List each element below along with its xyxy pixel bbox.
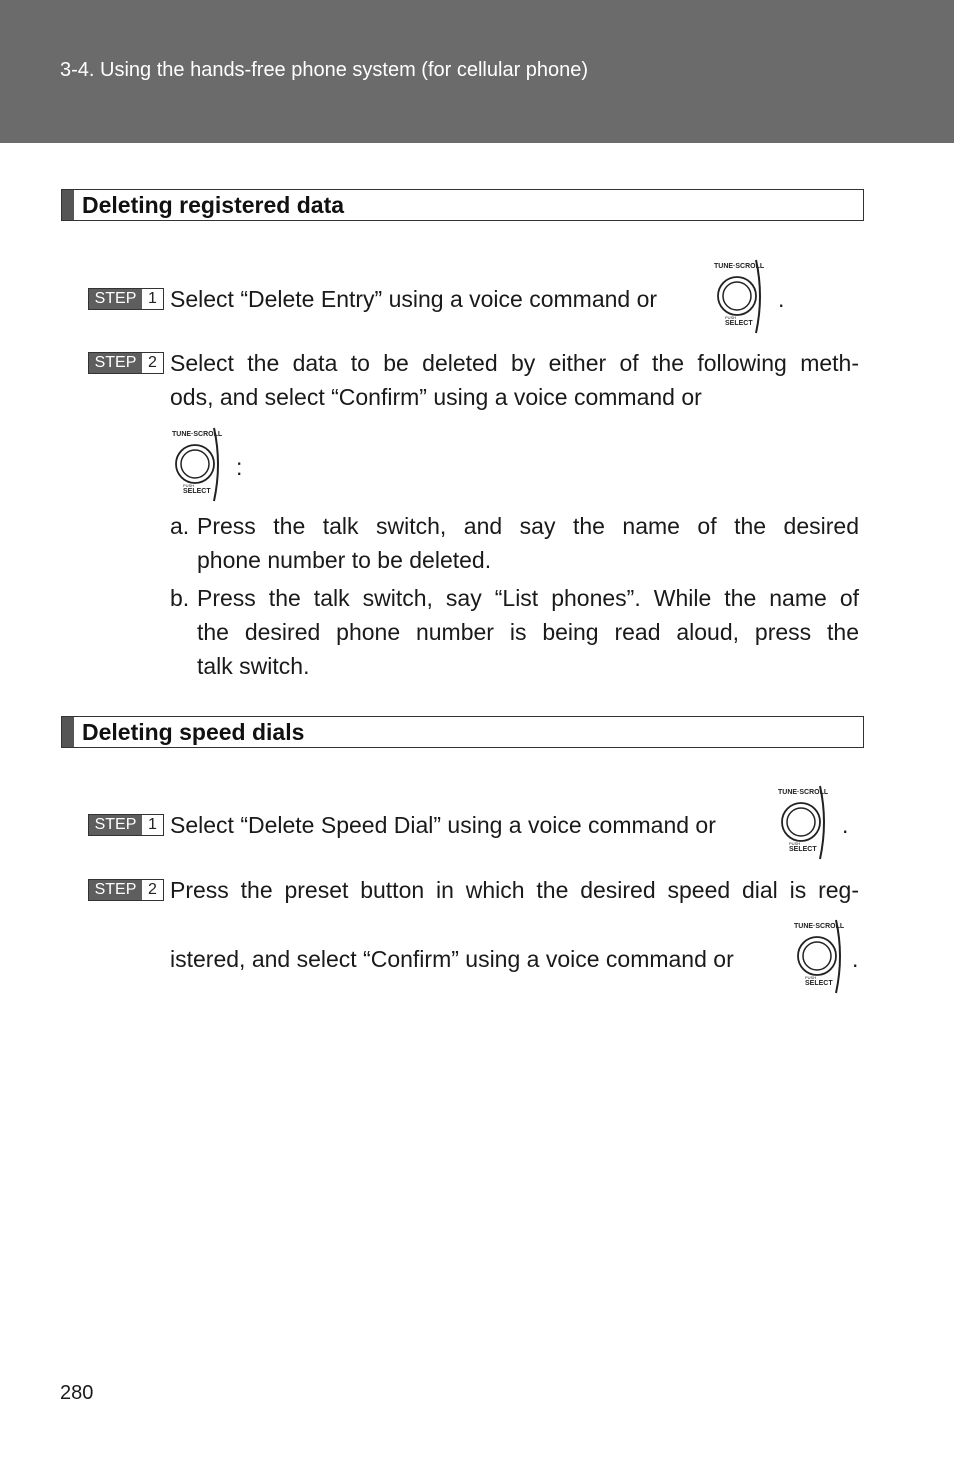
step-1-period: . [842,812,849,838]
chapter-title: 3-4. Using the hands-free phone system (for cellular phone) [60,59,589,81]
option-a-line2: phone number to be deleted. [197,547,492,573]
step-number: 1 [142,815,163,835]
step-2-period: . [852,946,859,972]
knob-top-label: TUNE·SCROLL [778,789,829,796]
section-heading-deleting-registered-data [61,189,864,221]
step-2-text-line1: Select the data to be deleted by either of the following meth- [170,350,859,376]
section-title: Deleting registered data [82,192,345,218]
step-2-colon: : [236,454,243,480]
section-accent-bar [62,717,74,747]
page-header [0,0,954,143]
option-b-line1: Press the talk switch, say “List phones”. While the name of [197,585,859,611]
option-b-line2: the desired phone number is being read aloud, press the [197,619,859,645]
step-2-text-line2: ods, and select “Confirm” using a voice command or [170,384,702,410]
knob-bottom-label: SELECT [789,846,817,853]
option-b-line3: talk switch. [197,653,310,679]
step-number: 2 [142,880,163,900]
step-number: 2 [142,353,163,373]
knob-push-label: PUSH [183,483,195,488]
section-heading-deleting-speed-dials [61,716,864,748]
step-1-text: Select “Delete Speed Dial” using a voice command or [170,812,716,838]
step-1-period: . [778,286,785,312]
step-label: STEP [89,353,142,373]
knob-top-label: TUNE·SCROLL [714,263,765,270]
knob-push-label: PUSH [805,975,817,980]
option-b-marker: b. [170,585,190,611]
step-badge-1 [88,814,164,836]
step-label: STEP [89,289,142,309]
step-number: 1 [142,289,163,309]
step-label: STEP [89,815,142,835]
step-1-text: Select “Delete Entry” using a voice command or [170,286,658,312]
knob-push-label: PUSH [789,841,801,846]
step-badge-1 [88,288,164,310]
option-a-marker: a. [170,513,190,539]
section-accent-bar [62,190,74,220]
knob-bottom-label: SELECT [183,488,211,495]
knob-bottom-label: SELECT [805,980,833,987]
knob-push-label: PUSH [725,315,737,320]
step-label: STEP [89,880,142,900]
knob-top-label: TUNE·SCROLL [172,431,223,438]
page-number: 280 [60,1382,94,1404]
option-a-line1: Press the talk switch, and say the name of the desired [197,513,859,539]
step-2-text-line2: istered, and select “Confirm” using a voice command or [170,946,734,972]
step-2-text-line1: Press the preset button in which the desired speed dial is reg- [170,877,859,903]
tune-scroll-knob-icon [792,917,852,997]
tune-scroll-knob-icon [712,257,772,337]
tune-scroll-knob-icon [170,425,230,505]
step-badge-2 [88,352,164,374]
step-badge-2 [88,879,164,901]
knob-top-label: TUNE·SCROLL [794,923,845,930]
knob-bottom-label: SELECT [725,320,753,327]
section-title: Deleting speed dials [82,719,305,745]
tune-scroll-knob-icon [776,783,836,863]
